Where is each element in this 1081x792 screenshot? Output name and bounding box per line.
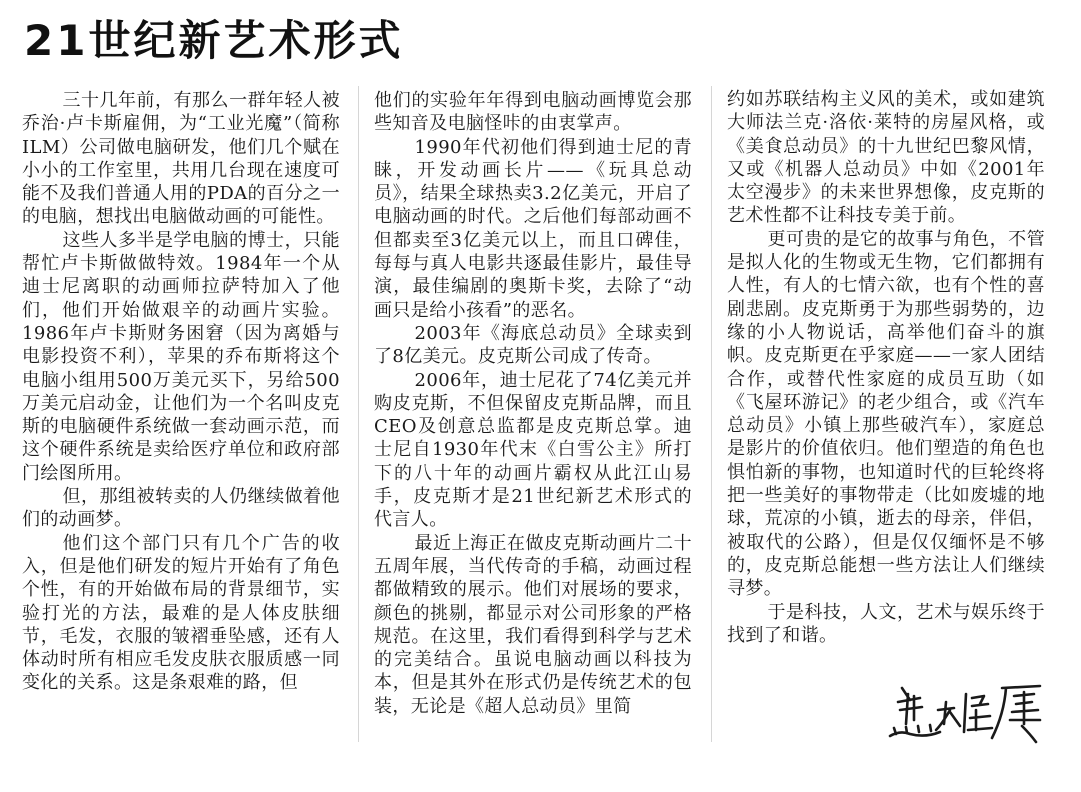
article-column-2 [374, 89, 692, 718]
article-title: 21世纪新艺术形式 [24, 16, 404, 65]
article-column-3 [727, 88, 1045, 647]
column-divider [711, 86, 712, 742]
paragraph: 最近上海正在做皮克斯动画片二十五周年展，当代传奇的手稿，动画过程都做精致的展示。他们对展场的要求，颜色的挑剔，都显示对公司形象的严格规范。在这里，我们看得到科学与艺术的完美结合。虽说电脑动画以科技为本，但是其外在形式仍是传统艺术的包装，无论是《超人总动员》里简 [374, 532, 692, 717]
paragraph-continued: 约如苏联结构主义风的美术，或如建筑大师法兰克·洛依·莱特的房屋风格，或《美食总动员》的十九世纪巴黎风情，又或《机器人总动员》中如《2001年太空漫步》的未来世界想像，皮克斯的艺术性都不让科技专美于前。 [727, 89, 1045, 227]
paragraph: 这些人多半是学电脑的博士，只能帮忙卢卡斯做做特效。1984年一个从迪士尼离职的动画师拉萨特加入了他们，他们开始做艰辛的动画片实验。1986年卢卡斯财务困窘（因为离婚与电影投资不利），苹果的乔布斯将这个电脑小组用500万美元买下，另给500万美元启动金，让他们为一个名叫皮克斯的电脑硬件系统做一套动画示范，而这个硬件系统是卖给医疗单位和政府部门绘图所用。 [22, 229, 340, 484]
paragraph: 2006年，迪士尼花了74亿美元并购皮克斯，不但保留皮克斯品牌，而且CEO及创意总监都是皮克斯总掌。迪士尼自1930年代末《白雪公主》所打下的八十年的动画片霸权从此江山易手，皮克斯才是21世纪新艺术形式的代言人。 [374, 369, 692, 531]
paragraph: 1990年代初他们得到迪士尼的青睐，开发动画长片——《玩具总动员》，结果全球热卖3.2亿美元，开启了电脑动画的时代。之后他们每部动画不但都卖至3亿美元以上，而且口碑佳，每每与真人电影共逐最佳影片，最佳导演，最佳编剧的奥斯卡奖，去除了“动画只是给小孩看”的恶名。 [374, 136, 692, 321]
paragraph: 他们这个部门只有几个广告的收入，但是他们研发的短片开始有了角色个性，有的开始做布局的背景细节，实验打光的方法，最难的是人体皮肤细节，毛发，衣服的皱褶垂坠感，还有人体动时所有相应毛发皮肤衣服质感一同变化的关系。这是条艰难的路，但 [22, 532, 340, 694]
paragraph: 更可贵的是它的故事与角色，不管是拟人化的生物或无生物，它们都拥有人性，有人的七情六欲，也有个性的喜剧悲剧。皮克斯勇于为那些弱势的，边缘的小人物说话，高举他们奋斗的旗帜。皮克斯更在乎家庭——一家人团结合作，或替代性家庭的成员互助（如《飞屋环游记》的老少组合，或《汽车总动员》小镇上那些破汽车），家庭总是影片的价值依归。他们塑造的角色也惧怕新的事物，也知道时代的巨轮终将把一些美好的事物带走（比如废墟的地球，荒凉的小镇，逝去的母亲，伴侣，被取代的公路），但是仅仅缅怀是不够的，皮克斯总能想一些方法让人们继续寻梦。 [727, 228, 1045, 600]
paragraph-continued: 他们的实验年年得到电脑动画博览会那些知音及电脑怪咔的由衷掌声。 [374, 90, 692, 135]
paragraph: 但，那组被转卖的人仍继续做着他们的动画梦。 [22, 486, 340, 531]
paragraph: 三十几年前，有那么一群年轻人被乔治·卢卡斯雇佣，为“工业光魔”（简称ILM）公司做电脑研发，他们几个赋在小小的工作室里，共用几台现在速度可能不及我们普通人用的PDA的百分之一的电脑，想找出电脑做动画的可能性。 [22, 90, 340, 228]
column-divider [358, 86, 359, 742]
paragraph: 于是科技，人文，艺术与娱乐终于找到了和谐。 [727, 601, 1045, 646]
article-column-1 [22, 89, 340, 695]
author-signature [880, 680, 1050, 750]
paragraph: 2003年《海底总动员》全球卖到了8亿美元。皮克斯公司成了传奇。 [374, 322, 692, 368]
